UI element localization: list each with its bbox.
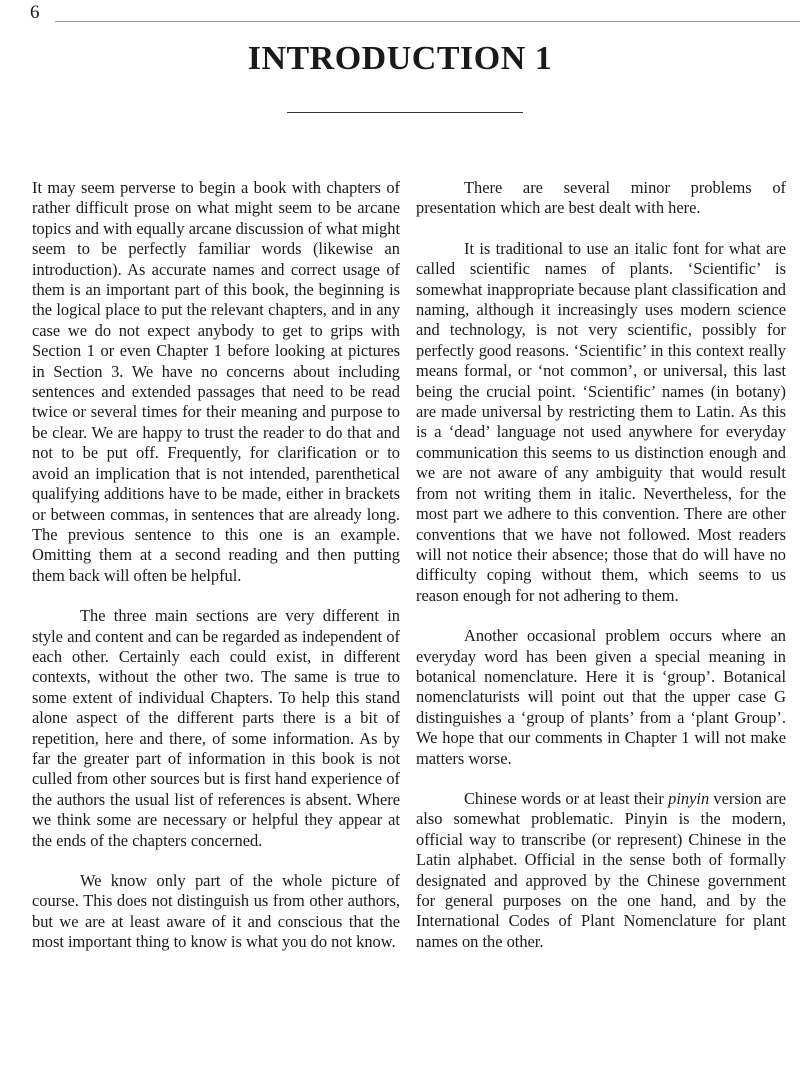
page-number: 6 bbox=[30, 2, 40, 23]
left-column bbox=[32, 178, 400, 973]
paragraph: The three main sections are very different in style and content and can be regarded as independent of each other. Certainly each could exist, in different contexts, without the other two. The same is true to some extent of individual Chapters. To help this stand alone aspect of the different parts there is a bit of repetition, here and there, of some information. As by far the greater part of information in this book is not culled from other sources but is first hand experience of the authors the usual list of references is absent. Where we think some are necessary or helpful they appear at the ends of the chapters concerned. bbox=[32, 606, 400, 850]
right-column bbox=[416, 178, 786, 972]
text-run: Chinese words or at least their bbox=[464, 788, 669, 808]
paragraph: We know only part of the whole picture of course. This does not distinguish us from other authors, but we are at least aware of it and conscious that the most important thing to know is what you do not know. bbox=[32, 871, 400, 952]
header-rule bbox=[55, 21, 800, 22]
paragraph: It may seem perverse to begin a book with chapters of rather difficult prose on what might seem to be arcane topics and with equally arcane discussion of what might seem to be perfectly familiar words (likewise an introduction). As accurate names and correct usage of them is an important part of this book, the beginning is the logical place to put the relevant chapters, and in any case we do not expect anybody to get to grips with Section 1 or even Chapter 1 before looking at pictures in Section 3. We have no concerns about including sentences and extended passages that need to be read twice or several times for their meaning and purpose to be clear. We are happy to trust the reader to do that and not to be put off. Frequently, for clarification or to avoid an implication that is not intended, parenthetical qualifying additions have to be made, either in brackets or between commas, in sentences that are already long. The previous sentence to this one is an example. Omitting them at a second reading and then putting them back will often be helpful. bbox=[32, 178, 400, 585]
paragraph: Another occasional problem occurs where an everyday word has been given a special meaning in botanical nomenclature. Here it is ‘group’. Botanical nomenclaturists will point out that the upper case G distinguishes a ‘group of plants’ from a ‘plant Group’. We hope that our comments in Chapter 1 will not make matters worse. bbox=[416, 626, 786, 768]
page-title: INTRODUCTION 1 bbox=[247, 40, 553, 77]
paragraph bbox=[416, 789, 786, 952]
paragraph: It is traditional to use an italic font for what are called scientific names of plants. ‘Scientific’ is somewhat inappropriate because plant classification and naming, although it increasingly uses modern science and technology, is not very scientific, possibly for perfectly good reasons. ‘Scientific’ in this context really means formal, or ‘not common’, or universal, this last being the crucial point. ‘Scientific’ names (in botany) are made universal by restricting them to Latin. As this is a ‘dead’ language not used anywhere for everyday communication this seems to us distinction enough and we are not aware of any ambiguity that would result from not writing them in italic. Nevertheless, for the most part we adhere to this convention. There are other conventions that we have not followed. Most readers will not notice their absence; those that do will have no difficulty coping without them, which seems to us reason enough for not adhering to them. bbox=[416, 238, 786, 605]
italic-word: pinyin bbox=[668, 788, 710, 808]
title-underline-rule bbox=[287, 112, 523, 113]
paragraph: There are several minor problems of presentation which are best dealt with here. bbox=[416, 178, 786, 218]
text-run: version are also somewhat problematic. Pinyin is the modern, official way to transcribe (or represent) Chinese in the Latin alphabet. Official in the sense both of formally designated and approved by the Chinese government for general purposes on the one hand, and by the International Codes of Plant Nomenclature for plant names on the other. bbox=[416, 788, 786, 951]
